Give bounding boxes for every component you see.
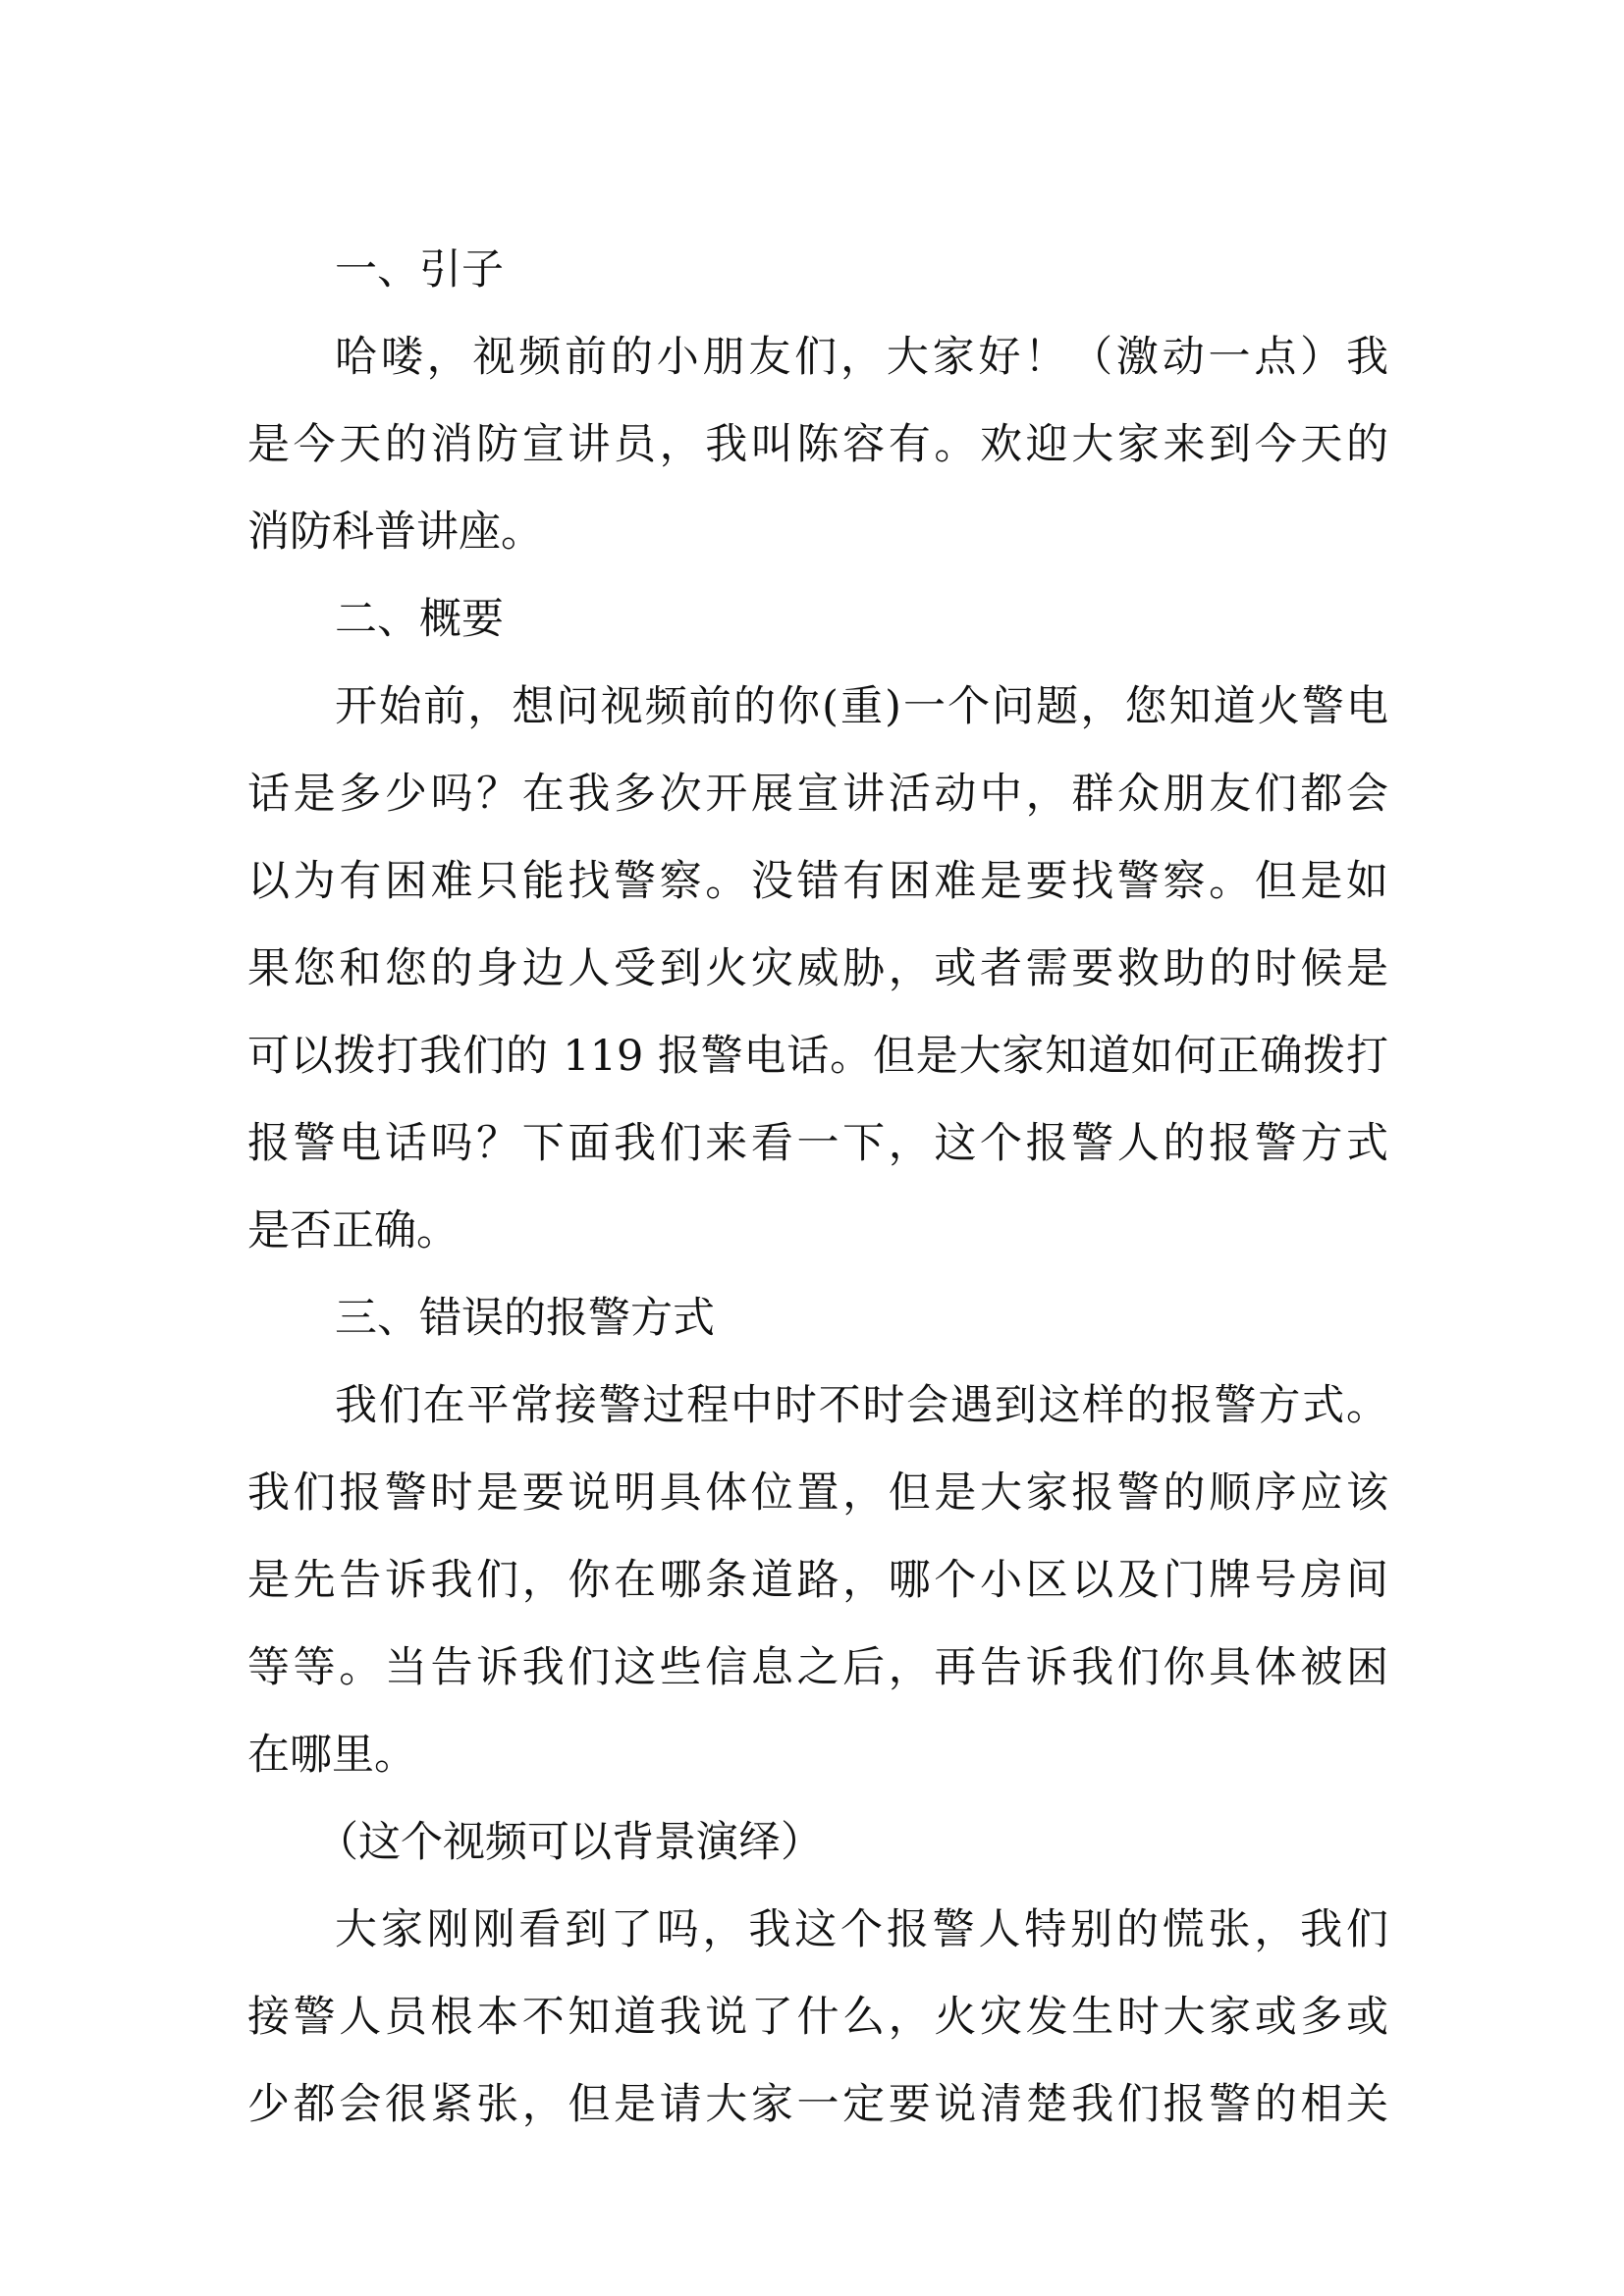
text-line: 我们报警时是要说明具体位置，但是大家报警的顺序应该 [247,1468,1388,1518]
text-line: 我们在平常接警过程中时不时会遇到这样的报警方式。 [335,1381,1388,1430]
text-line: 消防科普讲座。 [247,507,543,557]
text-line: 以为有困难只能找警察。没错有困难是要找警察。但是如 [247,857,1388,906]
text-line: （这个视频可以背景演绎） [316,1818,823,1867]
text-line: 哈喽，视频前的小朋友们，大家好！（激动一点）我 [335,333,1388,382]
text-line: 少都会很紧张，但是请大家一定要说清楚我们报警的相关 [247,2080,1388,2129]
text-line: 话是多少吗？在我多次开展宣讲活动中，群众朋友们都会 [247,770,1388,819]
text-line: 是先告诉我们，你在哪条道路，哪个小区以及门牌号房间 [247,1556,1388,1605]
text-line: 是否正确。 [247,1206,459,1255]
document-page [247,227,1388,2149]
section-heading: 二、概要 [335,595,504,644]
text-line: 是今天的消防宣讲员，我叫陈容有。欢迎大家来到今天的 [247,420,1388,469]
section-heading: 一、引子 [335,245,504,294]
text-line: 等等。当告诉我们这些信息之后，再告诉我们你具体被困 [247,1643,1388,1692]
text-line: 大家刚刚看到了吗，我这个报警人特别的慌张，我们 [335,1905,1388,1954]
text-line: 在哪里。 [247,1731,416,1780]
text-line: 接警人员根本不知道我说了什么，火灾发生时大家或多或 [247,1993,1388,2042]
text-line: 开始前，想问视频前的你(重)一个问题，您知道火警电 [335,682,1388,731]
text-line: 可以拨打我们的 119 报警电话。但是大家知道如何正确拨打 [247,1032,1388,1081]
text-line: 果您和您的身边人受到火灾威胁，或者需要救助的时候是 [247,944,1388,993]
section-heading: 三、错误的报警方式 [335,1294,715,1343]
text-line: 报警电话吗？下面我们来看一下，这个报警人的报警方式 [247,1119,1388,1168]
